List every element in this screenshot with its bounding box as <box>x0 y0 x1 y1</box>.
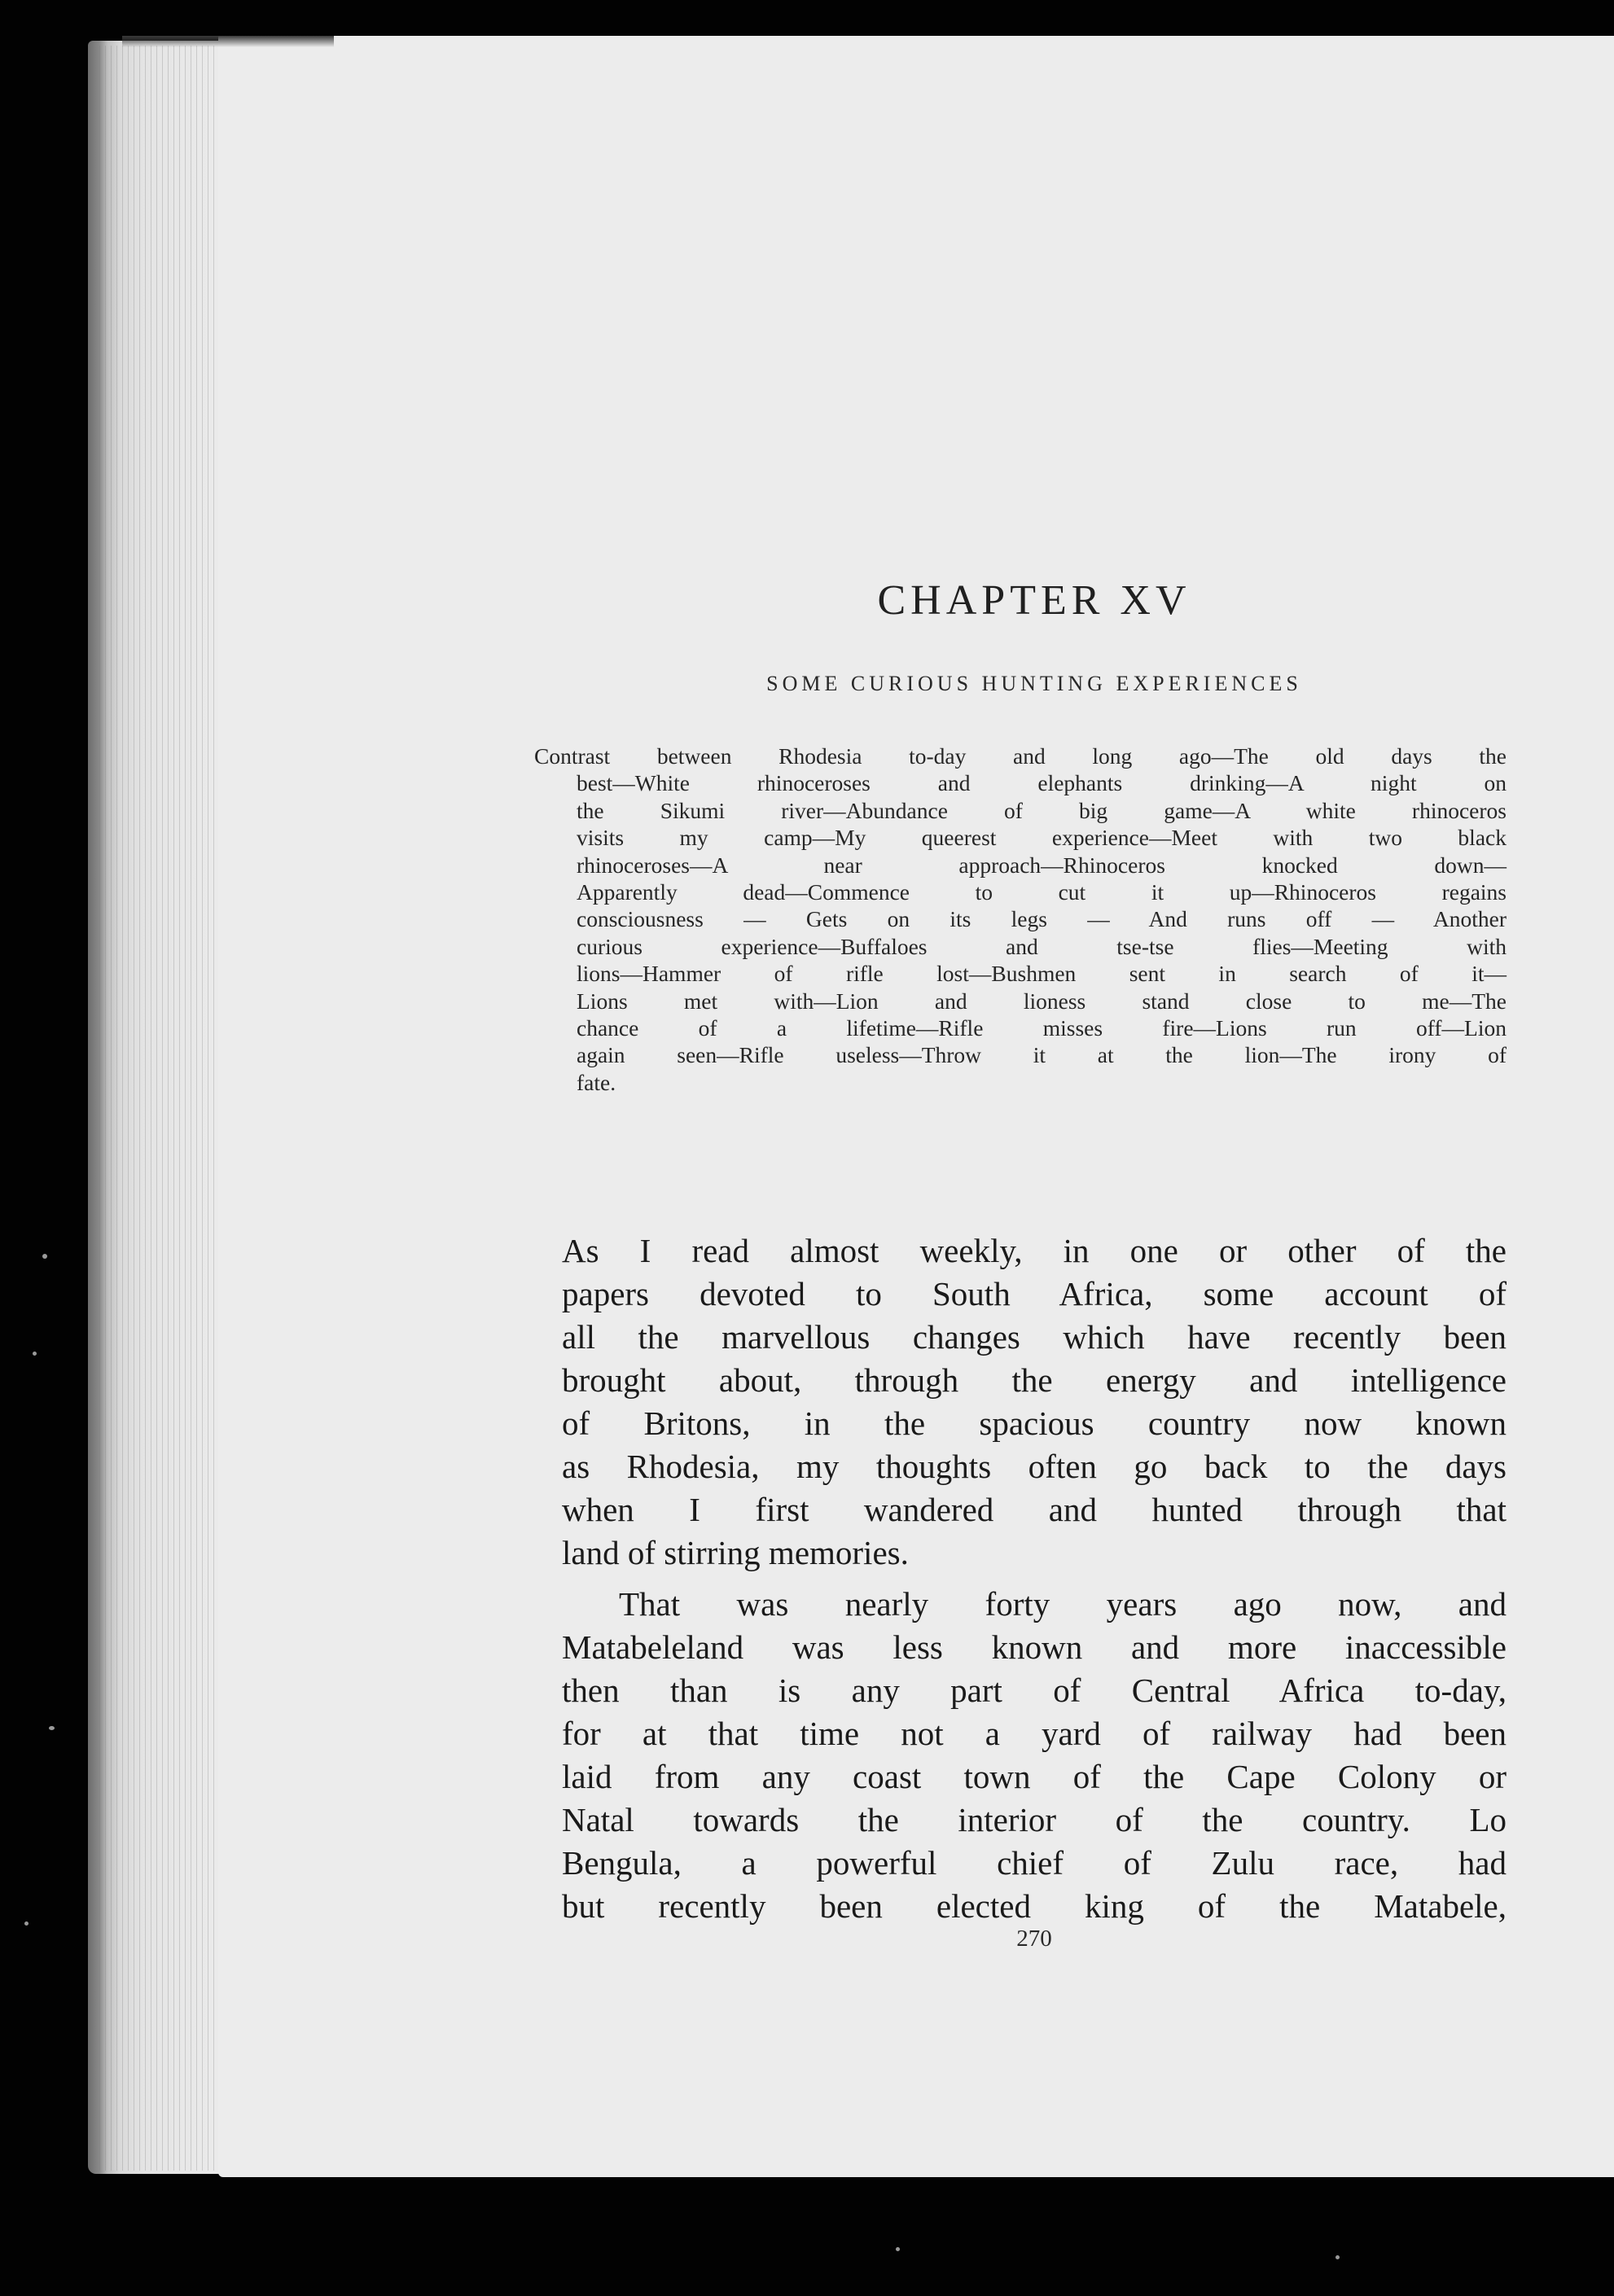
dust-speck <box>896 2247 900 2251</box>
body-line: for at that time not a yard of railway had been <box>562 1715 1507 1752</box>
synopsis-line: Contrast between Rhodesia to-day and long ago—The old days the <box>534 743 1507 769</box>
synopsis-line: Lions met with—Lion and lioness stand close to me—The <box>577 988 1507 1014</box>
body-line: As I read almost weekly, in one or other of the <box>562 1232 1507 1269</box>
synopsis-line: lions—Hammer of rifle lost—Bushmen sent in search of it— <box>577 961 1507 987</box>
body-line: papers devoted to South Africa, some account of <box>562 1275 1507 1312</box>
dust-speck <box>33 1352 37 1356</box>
chapter-synopsis <box>534 743 1507 1096</box>
body-line: Bengula, a powerful chief of Zulu race, had <box>562 1844 1507 1882</box>
body-line: when I first wandered and hunted through that <box>562 1491 1507 1528</box>
dust-speck <box>1335 2255 1340 2259</box>
synopsis-line: the Sikumi river—Abundance of big game—A white rhinoceros <box>577 797 1507 823</box>
synopsis-line: chance of a lifetime—Rifle misses fire—Lions run off—Lion <box>577 1015 1507 1041</box>
body-text <box>562 1229 1507 1928</box>
body-line: That was nearly forty years ago now, and <box>619 1585 1507 1623</box>
dust-speck <box>42 1254 47 1259</box>
chapter-subtitle: SOME CURIOUS HUNTING EXPERIENCES <box>766 672 1302 695</box>
paragraph-2 <box>562 1583 1507 1928</box>
body-line: then than is any part of Central Africa to-day, <box>562 1672 1507 1709</box>
synopsis-line: fate. <box>577 1069 616 1095</box>
synopsis-line: visits my camp—My queerest experience—Meet with two black <box>577 825 1507 851</box>
body-line: as Rhodesia, my thoughts often go back to the days <box>562 1448 1507 1485</box>
body-line: Matabeleland was less known and more inaccessible <box>562 1628 1507 1666</box>
body-line: Natal towards the interior of the country. Lo <box>562 1801 1507 1838</box>
page-edge-lines <box>99 46 230 2171</box>
dust-speck <box>24 1921 29 1926</box>
body-line: brought about, through the energy and intelligence <box>562 1361 1507 1399</box>
synopsis-line: Apparently dead—Commence to cut it up—Rhinoceros regains <box>577 879 1507 905</box>
synopsis-line: curious experience—Buffaloes and tse-tse flies—Meeting with <box>577 933 1507 959</box>
chapter-title: CHAPTER XV <box>877 577 1191 624</box>
body-line: of Britons, in the spacious country now known <box>562 1404 1507 1442</box>
dust-speck <box>49 1726 55 1730</box>
page-number: 270 <box>1016 1926 1052 1952</box>
top-edge-shadow <box>122 36 334 47</box>
body-line: land of stirring memories. <box>562 1534 909 1571</box>
body-line: laid from any coast town of the Cape Colony or <box>562 1758 1507 1795</box>
synopsis-line: consciousness — Gets on its legs — And runs off — Another <box>577 906 1507 932</box>
paragraph-1 <box>562 1229 1507 1575</box>
synopsis-line: again seen—Rifle useless—Throw it at the lion—The irony of <box>577 1042 1507 1068</box>
synopsis-line: best—White rhinoceroses and elephants drinking—A night on <box>577 770 1507 796</box>
body-line: all the marvellous changes which have recently been <box>562 1318 1507 1356</box>
synopsis-line: rhinoceroses—A near approach—Rhinoceros knocked down— <box>577 852 1507 878</box>
body-line: but recently been elected king of the Matabele, <box>562 1887 1507 1925</box>
